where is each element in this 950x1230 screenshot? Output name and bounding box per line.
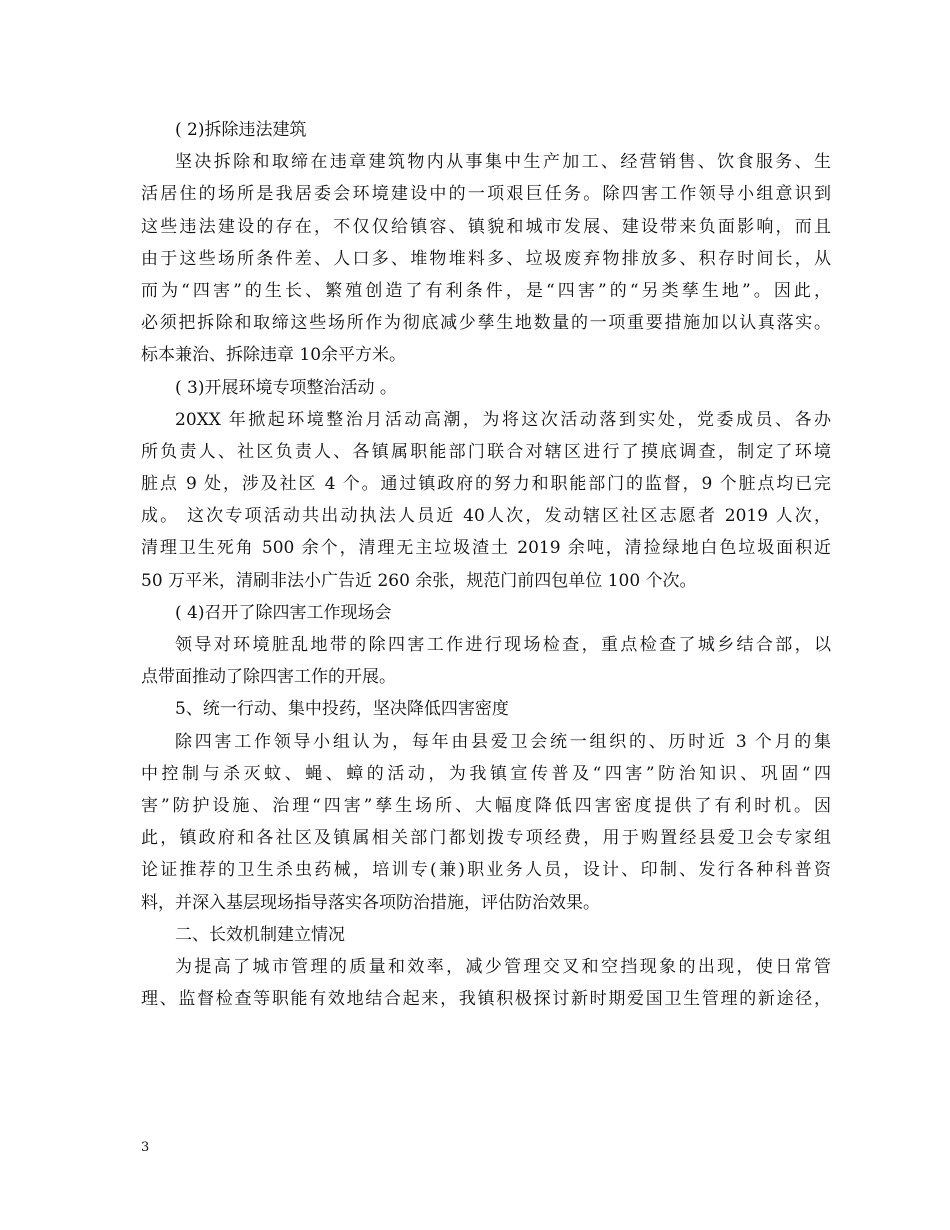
text-line: ( 3)开展环境专项整治活动 。 <box>175 377 397 398</box>
text-line: 此，镇政府和各社区及镇属相关部门都划拨专项经费，用于购置经县爱卫会专家组 <box>141 828 831 849</box>
text-line: 坚决拆除和取缔在违章建筑物内从事集中生产加工、经营销售、饮食服务、生 <box>175 152 831 173</box>
text-line: 害”防护设施、治理“四害”孳生场所、大幅度降低四害密度提供了有利时机。因 <box>141 795 831 816</box>
text-line: 5、统一行动、集中投药，坚决降低四害密度 <box>175 699 509 720</box>
text-line: 料，并深入基层现场指导落实各项防治措施，评估防治效果。 <box>141 892 600 913</box>
text-line: 所负责人、社区负责人、各镇属职能部门联合对辖区进行了摸底调查，制定了环境 <box>141 441 831 462</box>
text-line: ( 4)召开了除四害工作现场会 <box>175 602 392 623</box>
text-line: 为提高了城市管理的质量和效率，减少管理交叉和空挡现象的出现，使日常管 <box>175 956 831 977</box>
body-text <box>141 114 831 1015</box>
text-line: 理、监督检查等职能有效地结合起来，我镇积极探讨新时期爱国卫生管理的新途径， <box>141 989 831 1010</box>
text-line: ( 2)拆除违法建筑 <box>175 120 307 140</box>
text-line: 二、长效机制建立情况 <box>175 924 345 945</box>
text-line: 20XX 年掀起环境整治月活动高潮，为将这次活动落到实处，党委成员、各办 <box>175 409 831 430</box>
text-line: 成。 这次专项活动共出动执法人员近 40人次，发动辖区社区志愿者 2019 人次， <box>141 506 831 527</box>
text-line: 论证推荐的卫生杀虫药械，培训专(兼)职业务人员，设计、印制、发行各种科普资 <box>141 860 831 881</box>
text-line: 脏点 9 处，涉及社区 4 个。通过镇政府的努力和职能部门的监督，9 个脏点均已完 <box>141 474 831 495</box>
text-line: 点带面推动了除四害工作的开展。 <box>141 667 396 688</box>
page-number: 3 <box>141 1140 150 1155</box>
text-line: 清理卫生死角 500 余个，清理无主垃圾渣土 2019 余吨，清捡绿地白色垃圾面积近 <box>141 538 831 559</box>
text-line: 50 万平米，清刷非法小广告近 260 余张，规范门前四包单位 100 个次。 <box>141 570 697 591</box>
text-line: 活居住的场所是我居委会环境建设中的一项艰巨任务。除四害工作领导小组意识到 <box>141 184 831 205</box>
text-line: 中控制与杀灭蚊、蝇、蟑的活动，为我镇宣传普及“四害”防治知识、巩固“四 <box>141 763 831 784</box>
text-line: 这些违法建设的存在，不仅仅给镇容、镇貌和城市发展、建设带来负面影响，而且 <box>141 216 831 237</box>
text-line: 除四害工作领导小组认为，每年由县爱卫会统一组织的、历时近 3 个月的集 <box>175 731 831 752</box>
text-line: 领导对环境脏乱地带的除四害工作进行现场检查，重点检查了城乡结合部，以 <box>175 635 831 655</box>
text-line: 而为“四害”的生长、繁殖创造了有利条件，是“四害”的“另类孳生地”。因此， <box>141 280 831 301</box>
text-line: 由于这些场所条件差、人口多、堆物堆料多、垃圾废弃物排放多、积存时间长，从 <box>141 248 831 269</box>
text-line: 必须把拆除和取缔这些场所作为彻底减少孳生地数量的一项重要措施加以认真落实。 <box>141 313 831 334</box>
text-line: 标本兼治、拆除违章 10余平方米。 <box>141 345 407 366</box>
